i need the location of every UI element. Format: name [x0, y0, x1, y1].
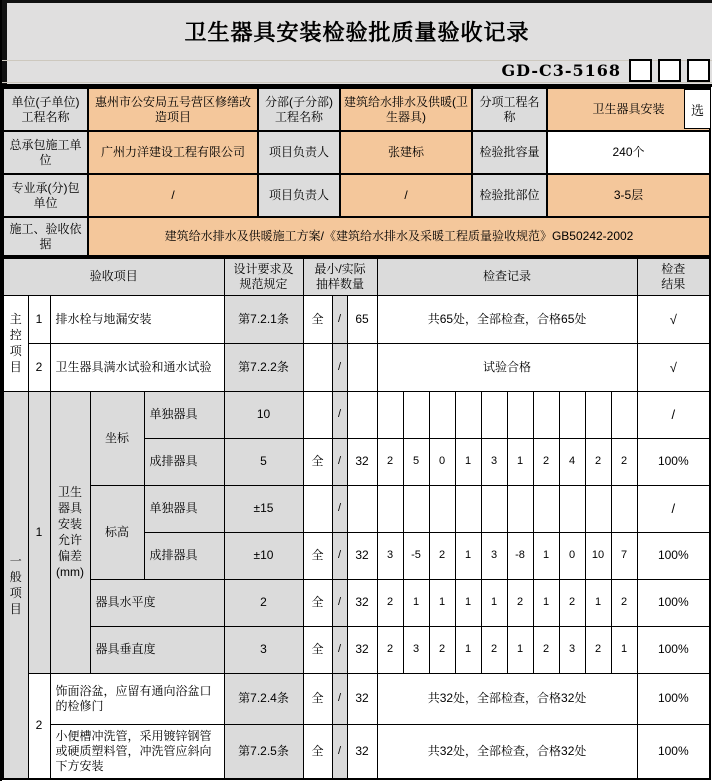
check-record[interactable]: 试验合格: [377, 343, 637, 391]
sample-slash: /: [332, 438, 347, 485]
sample-actual[interactable]: 32: [347, 438, 377, 485]
sample-min[interactable]: 全: [303, 579, 332, 626]
sample-slash: /: [332, 673, 347, 724]
item-no: 1: [28, 295, 50, 343]
measure-cell[interactable]: 1: [455, 579, 481, 626]
measure-cell[interactable]: [507, 391, 533, 438]
basis-value[interactable]: 建筑给水排水及供暖施工方案/《建筑给水排水及采暖工程质量验收规范》GB50242-2002: [88, 217, 710, 256]
sample-min[interactable]: 全: [303, 438, 332, 485]
check-result[interactable]: √: [637, 343, 710, 391]
table-row: [3, 724, 710, 779]
design-req: 10: [224, 391, 303, 438]
table-row: [3, 343, 710, 391]
select-button[interactable]: 选: [684, 89, 711, 129]
unit-project-label: 单位(子单位)工程名称: [3, 88, 88, 131]
sub-manager-label: 项目负责人: [258, 174, 340, 217]
subitem-project-label: 分项工程名称: [472, 88, 547, 131]
table-row: [3, 174, 710, 217]
check-result[interactable]: 100%: [637, 673, 710, 724]
design-req: 第7.2.5条: [224, 724, 303, 779]
measure-cell[interactable]: [559, 485, 585, 532]
design-req: 2: [224, 579, 303, 626]
measure-cell[interactable]: 10: [585, 532, 611, 579]
measure-cell[interactable]: 1: [429, 579, 455, 626]
table-row: [3, 88, 710, 131]
sample-actual[interactable]: 32: [347, 532, 377, 579]
sample-min[interactable]: [303, 343, 332, 391]
header-sampling-text: 最小/实际抽样数量: [314, 261, 366, 291]
sample-actual[interactable]: 32: [347, 673, 377, 724]
subitem-project-value[interactable]: 卫生器具安装: [547, 88, 710, 131]
measure-cell[interactable]: [611, 391, 637, 438]
check-result[interactable]: 100%: [637, 724, 710, 779]
table-row: [3, 673, 710, 724]
sample-min[interactable]: [303, 485, 332, 532]
check-result[interactable]: /: [637, 391, 710, 438]
sample-actual[interactable]: 32: [347, 724, 377, 779]
deviation-label-text: 卫生器具安装允许偏差(mm): [56, 485, 84, 579]
sample-actual[interactable]: [347, 391, 377, 438]
table-row: [3, 579, 710, 626]
form-code: GD-C3-5168: [501, 61, 621, 80]
check-result[interactable]: 100%: [637, 532, 710, 579]
measure-cell[interactable]: 2: [533, 626, 559, 673]
design-req: 5: [224, 438, 303, 485]
measure-cell[interactable]: [429, 391, 455, 438]
item-text: 卫生器具满水试验和通水试验: [50, 343, 224, 391]
measure-cell[interactable]: 2: [559, 579, 585, 626]
design-req: ±15: [224, 485, 303, 532]
deviation-label: [50, 391, 90, 673]
section-general-text: 一般项目: [9, 553, 22, 616]
header-item: 验收项目: [3, 258, 224, 295]
measure-cell[interactable]: [377, 485, 403, 532]
design-req: 第7.2.2条: [224, 343, 303, 391]
measure-cell[interactable]: 3: [481, 438, 507, 485]
measure-cell[interactable]: [455, 485, 481, 532]
measure-cell[interactable]: [403, 391, 429, 438]
measure-cell[interactable]: 1: [403, 579, 429, 626]
measure-cell[interactable]: 1: [507, 438, 533, 485]
item-no: 1: [28, 391, 50, 673]
measure-cell[interactable]: [533, 391, 559, 438]
check-result[interactable]: 100%: [637, 626, 710, 673]
section-general: [3, 391, 28, 779]
check-record[interactable]: 共32处，全部检查，合格32处: [377, 673, 637, 724]
item-text: 排水栓与地漏安装: [50, 295, 224, 343]
measure-cell[interactable]: 1: [481, 579, 507, 626]
batch-location-value[interactable]: 3-5层: [547, 174, 710, 217]
table-row: [3, 295, 710, 343]
sample-actual[interactable]: 32: [347, 579, 377, 626]
measure-cell[interactable]: 3: [481, 532, 507, 579]
division-project-label: 分部(子分部)工程名称: [258, 88, 340, 131]
sub-item: 成排器具: [144, 532, 224, 579]
measure-cell[interactable]: 2: [611, 579, 637, 626]
inspection-table: [2, 257, 711, 780]
sub-item: 成排器具: [144, 438, 224, 485]
contractor-label: 总承包施工单位: [3, 131, 88, 174]
measure-cell[interactable]: 2: [611, 438, 637, 485]
divider-line: [2, 82, 712, 83]
sample-min[interactable]: 全: [303, 532, 332, 579]
measure-cell[interactable]: 4: [559, 438, 585, 485]
measure-cell[interactable]: 1: [455, 626, 481, 673]
section-master-text: 主控项目: [9, 312, 22, 374]
sub-item: 单独器具: [144, 391, 224, 438]
measure-cell[interactable]: [455, 391, 481, 438]
table-header-row: [3, 258, 710, 295]
code-checkbox-3[interactable]: [687, 59, 710, 82]
measure-cell[interactable]: 2: [377, 579, 403, 626]
sub-item: 单独器具: [144, 485, 224, 532]
table-row: [3, 485, 710, 532]
measure-cell[interactable]: -5: [403, 532, 429, 579]
header-record: 检查记录: [377, 258, 637, 295]
group-elevation: 标高: [90, 485, 144, 579]
measure-cell[interactable]: 3: [559, 626, 585, 673]
header-result-text: 检查结果: [661, 261, 686, 291]
measure-cell[interactable]: 1: [611, 626, 637, 673]
measure-cell[interactable]: [611, 485, 637, 532]
sample-slash: /: [332, 391, 347, 438]
project-info-table: [2, 87, 711, 257]
table-row: [3, 626, 710, 673]
check-result[interactable]: /: [637, 485, 710, 532]
item-no: 2: [28, 673, 50, 779]
check-result[interactable]: √: [637, 295, 710, 343]
check-record[interactable]: 共32处，全部检查，合格32处: [377, 724, 637, 779]
measure-cell[interactable]: 2: [429, 532, 455, 579]
form-code-row: [501, 59, 710, 82]
contractor-value[interactable]: 广州力洋建设工程有限公司: [88, 131, 258, 174]
sub-contractor-label: 专业承(分)包单位: [3, 174, 88, 217]
measure-cell[interactable]: 2: [377, 626, 403, 673]
measure-cell[interactable]: 3: [403, 626, 429, 673]
measure-cell[interactable]: 5: [403, 438, 429, 485]
sample-min[interactable]: [303, 391, 332, 438]
sample-slash: /: [332, 626, 347, 673]
measure-cell[interactable]: 1: [507, 626, 533, 673]
sample-slash: /: [332, 532, 347, 579]
measure-cell[interactable]: [481, 391, 507, 438]
sample-min[interactable]: 全: [303, 724, 332, 779]
sample-slash: /: [332, 295, 347, 343]
header-result: [637, 258, 710, 295]
measure-cell[interactable]: 2: [429, 626, 455, 673]
check-result[interactable]: 100%: [637, 579, 710, 626]
sample-actual[interactable]: 65: [347, 295, 377, 343]
measure-cell[interactable]: 2: [377, 438, 403, 485]
sample-actual[interactable]: [347, 485, 377, 532]
measure-cell[interactable]: [559, 391, 585, 438]
basis-label: 施工、验收依据: [3, 217, 88, 256]
header-design: [224, 258, 303, 295]
measure-cell[interactable]: [481, 485, 507, 532]
sub-item: 器具垂直度: [90, 626, 224, 673]
measure-cell[interactable]: [429, 485, 455, 532]
batch-capacity-value[interactable]: 240个: [547, 131, 710, 174]
measure-cell[interactable]: 2: [585, 438, 611, 485]
check-record[interactable]: 共65处，全部检查，合格65处: [377, 295, 637, 343]
check-result[interactable]: 100%: [637, 438, 710, 485]
section-master: [3, 295, 28, 391]
measure-cell[interactable]: 1: [455, 438, 481, 485]
sub-item: 器具水平度: [90, 579, 224, 626]
measure-cell[interactable]: [585, 485, 611, 532]
design-req: 第7.2.4条: [224, 673, 303, 724]
sample-min[interactable]: 全: [303, 673, 332, 724]
measure-cell[interactable]: 0: [429, 438, 455, 485]
design-req: 3: [224, 626, 303, 673]
measure-cell[interactable]: 2: [507, 579, 533, 626]
measure-cell[interactable]: 1: [455, 532, 481, 579]
sample-actual[interactable]: 32: [347, 626, 377, 673]
measure-cell[interactable]: 1: [585, 579, 611, 626]
batch-location-label: 检验批部位: [472, 174, 547, 217]
sub-manager-value[interactable]: /: [340, 174, 472, 217]
measure-cell[interactable]: 3: [377, 532, 403, 579]
measure-cell[interactable]: 2: [533, 438, 559, 485]
header-design-text: 设计要求及规范规定: [233, 261, 294, 291]
measure-cell[interactable]: 1: [533, 579, 559, 626]
sub-contractor-value[interactable]: /: [88, 174, 258, 217]
measure-cell[interactable]: 0: [559, 532, 585, 579]
item-text: 饰面浴盆，应留有通向浴盆口的检修门: [50, 673, 224, 724]
group-coord: 坐标: [90, 391, 144, 485]
table-row: [3, 391, 710, 438]
project-manager-label: 项目负责人: [258, 131, 340, 174]
measure-cell[interactable]: [585, 391, 611, 438]
table-row: [3, 217, 710, 256]
measure-cell[interactable]: [403, 485, 429, 532]
measure-cell[interactable]: 2: [585, 626, 611, 673]
division-project-value[interactable]: 建筑给水排水及供暖(卫生器具): [340, 88, 472, 131]
batch-capacity-label: 检验批容量: [472, 131, 547, 174]
design-req: ±10: [224, 532, 303, 579]
measure-cell[interactable]: 1: [533, 532, 559, 579]
code-checkbox-1[interactable]: [629, 59, 652, 82]
table-row: [3, 131, 710, 174]
sample-min[interactable]: 全: [303, 295, 332, 343]
item-text: 小便槽冲洗管，采用镀锌钢管或硬质塑料管，冲洗管应斜向下方安装: [50, 724, 224, 779]
project-manager-value[interactable]: 张建标: [340, 131, 472, 174]
code-checkbox-2[interactable]: [658, 59, 681, 82]
sample-slash: /: [332, 485, 347, 532]
item-no: 2: [28, 343, 50, 391]
design-req: 第7.2.1条: [224, 295, 303, 343]
sample-actual[interactable]: [347, 343, 377, 391]
title-bar: [2, 0, 712, 87]
sample-min[interactable]: 全: [303, 626, 332, 673]
measure-cell[interactable]: [507, 485, 533, 532]
measure-cell[interactable]: [533, 485, 559, 532]
measure-cell[interactable]: 2: [481, 626, 507, 673]
measure-cell[interactable]: [377, 391, 403, 438]
header-sampling: [303, 258, 377, 295]
unit-project-value[interactable]: 惠州市公安局五号营区修缮改造项目: [88, 88, 258, 131]
measure-cell[interactable]: -8: [507, 532, 533, 579]
measure-cell[interactable]: 7: [611, 532, 637, 579]
sample-slash: /: [332, 579, 347, 626]
sample-slash: /: [332, 724, 347, 779]
form-title: 卫生器具安装检验批质量验收记录: [184, 20, 530, 45]
sample-slash: /: [332, 343, 347, 391]
left-edge-bar: [2, 3, 7, 84]
